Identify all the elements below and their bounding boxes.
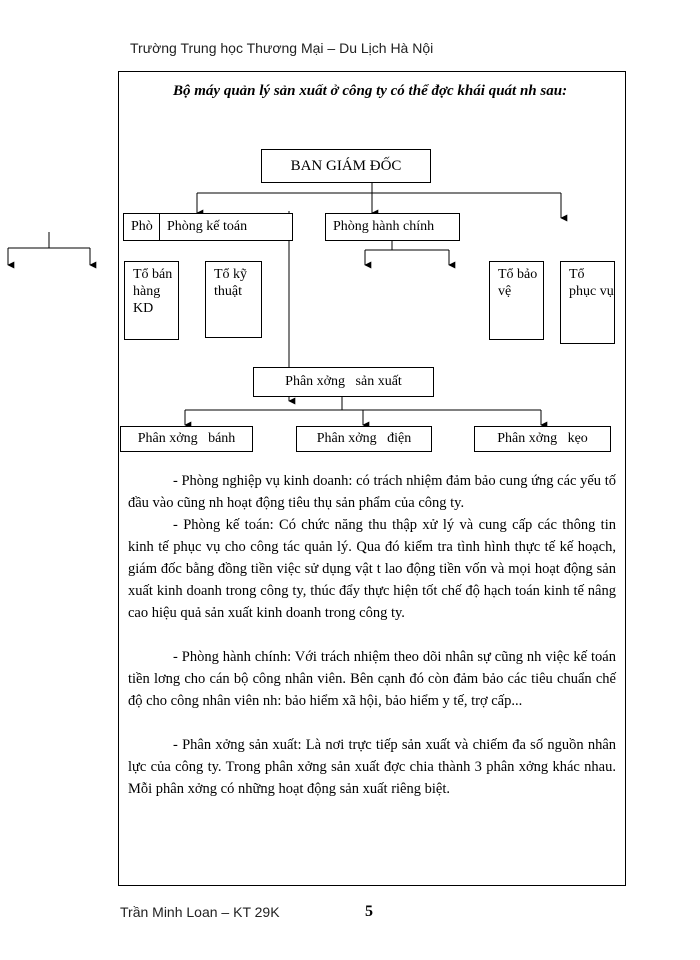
org-box-workshop	[253, 367, 434, 397]
org-box-team-service	[560, 261, 615, 344]
org-box-admin	[325, 213, 460, 241]
paragraph-workshop: - Phân xởng sản xuất: Là nơi trực tiếp sản xuất và chiếm đa số nguồn nhân lực của công ty. Trong phân xởng sản xuất đợc chia thành 3 phân xởng khác nhau. Mỗi phân xởng có những hoạt động sản xuất riêng biệt.	[128, 737, 616, 797]
org-box-admin-label: Phòng hành chính	[333, 219, 435, 234]
org-box-workshop-cake	[120, 426, 253, 452]
org-box-team-sales	[124, 261, 179, 340]
org-box-accounting	[159, 213, 293, 241]
org-box-team-sales-label: Tổ bán hàng KD	[133, 267, 173, 316]
page-header: Trường Trung học Thương Mại – Du Lịch Hà Nội	[130, 40, 434, 56]
org-box-workshop-electric-label: Phân xởng điện	[316, 431, 412, 446]
org-box-team-security	[489, 261, 544, 340]
org-box-team-service-label: Tổ phục vụ	[569, 267, 614, 299]
org-box-team-security-label: Tổ bảo vệ	[498, 267, 538, 299]
org-box-director-label: BAN GIÁM ĐỐC	[290, 157, 402, 174]
paragraph-sales-dept: - Phòng nghiệp vụ kinh doanh: có trách nhiệm đảm bảo cung ứng các yếu tố đầu vào cũng nh hoạt động tiêu thụ sản phẩm của công ty.	[128, 473, 616, 511]
org-box-workshop-cake-label: Phân xởng bánh	[137, 431, 236, 446]
org-box-team-tech	[205, 261, 262, 338]
paragraph-accounting-dept: - Phòng kế toán: Có chức năng thu thập xử lý và cung cấp các thông tin kinh tế phục vụ cho công tác quản lý. Qua đó kiểm tra tình hình thực tế kế hoạch, giám đốc bằng đồng tiền việc sử dụng vật t lao động tiền vốn và mọi hoạt động sản xuất kinh doanh trong công ty, thúc đẩy thực hiện tốt chế độ hạch toán kinh tế nâng cao hiệu quả sản xuất kinh doanh trong công ty.	[128, 517, 616, 621]
page-number: 5	[365, 903, 373, 920]
org-box-accounting-label: Phòng kế toán	[167, 219, 248, 234]
org-box-workshop-electric	[296, 426, 432, 452]
footer-author: Trần Minh Loan – KT 29K	[120, 904, 280, 920]
org-box-director	[261, 149, 431, 183]
org-box-team-tech-label: Tổ kỹ thuật	[214, 267, 248, 299]
intro-text: Bộ máy quản lý sản xuất ở công ty có thể đợc khái quát nh sau:	[173, 83, 568, 99]
paragraph-admin-dept: - Phòng hành chính: Với trách nhiệm theo dõi nhân sự cũng nh việc kế toán tiền lơng cho cán bộ công nhân viên. Bên cạnh đó còn đảm bảo các tiêu chuẩn chế độ cho công nhân viên nh: bảo hiểm xã hội, bảo hiểm y tế, trợ cấp...	[128, 649, 616, 709]
org-box-workshop-label: Phân xởng sản xuất	[285, 374, 402, 389]
org-box-dept-cut-label: Phò	[131, 219, 153, 234]
org-box-workshop-candy-label: Phân xởng kẹo	[497, 431, 588, 446]
org-box-workshop-candy	[474, 426, 611, 452]
